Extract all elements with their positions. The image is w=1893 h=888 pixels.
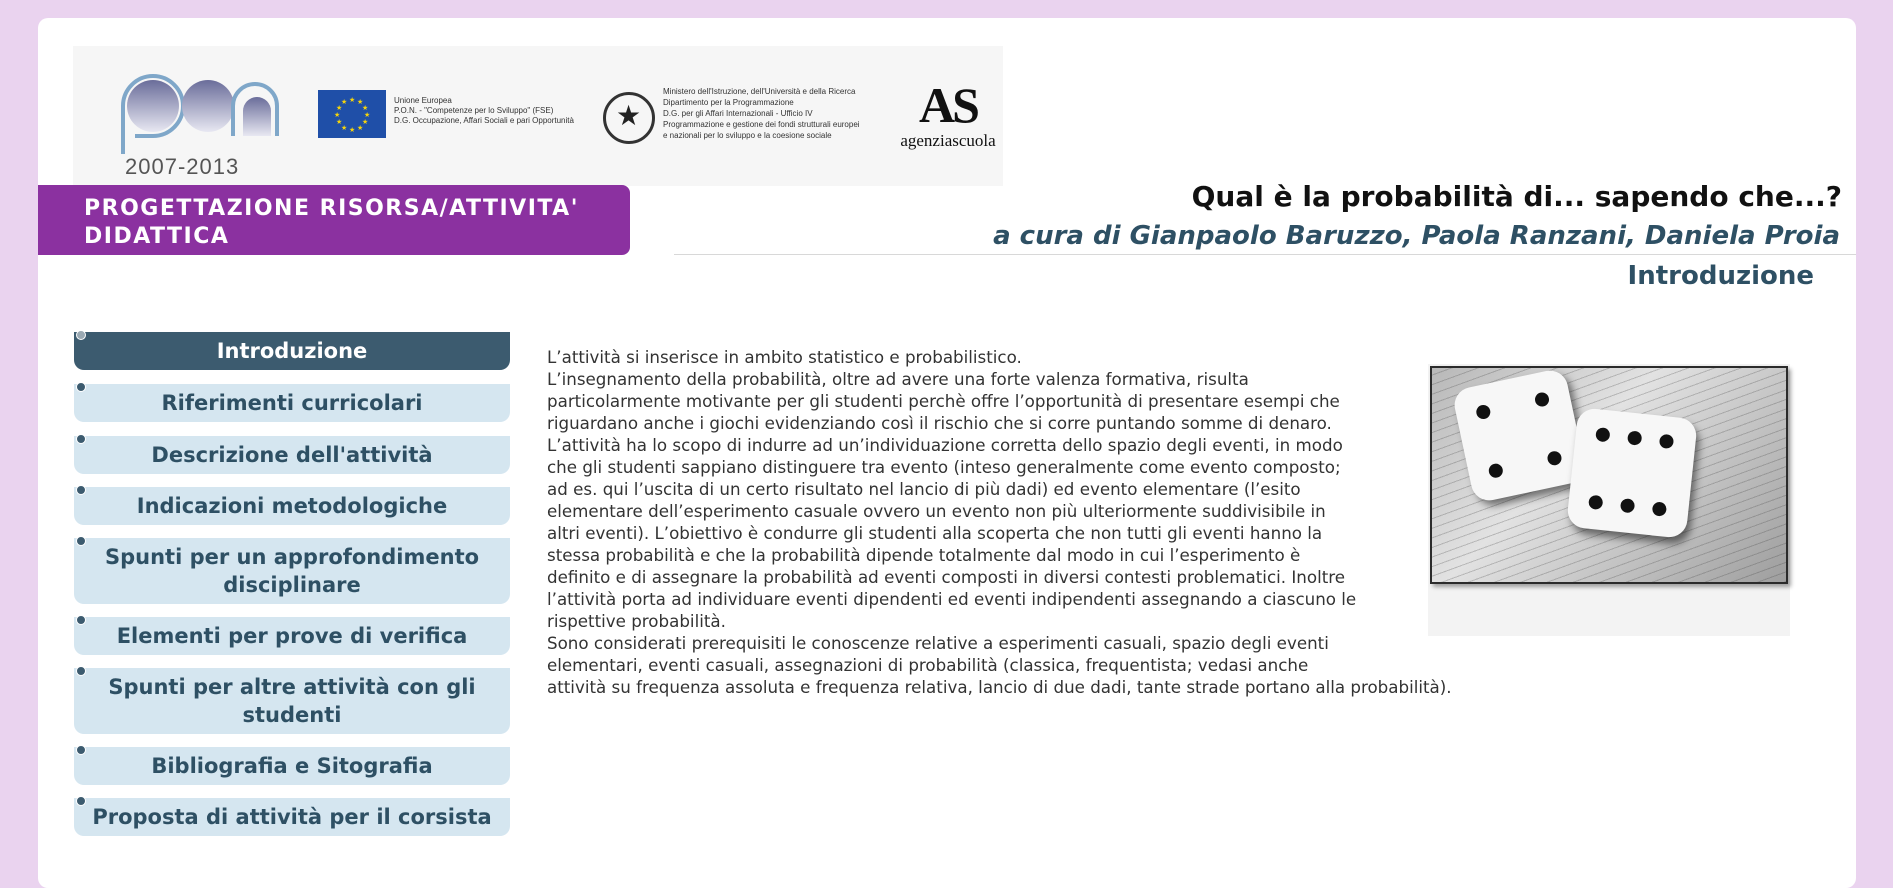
bullet-icon: [76, 536, 86, 546]
ministry-line: e nazionali per lo sviluppo e la coesione sociale: [663, 131, 832, 140]
svg-text:★: ★: [362, 104, 369, 112]
svg-text:★: ★: [341, 98, 348, 106]
text-line: elementare dell’esperimento casuale ovvero un evento non più ulteriormente suddivisibile in: [547, 501, 1326, 521]
section-heading: Introduzione: [1627, 261, 1814, 291]
ministry-line: Programmazione e gestione dei fondi strutturali europei: [663, 120, 860, 129]
svg-text:★: ★: [364, 111, 371, 119]
pon-years: 2007-2013: [125, 154, 240, 179]
text-line: altri eventi). L’obiettivo è condurre gli studenti alla scoperta che non tutti gli eventi hanno la: [547, 523, 1323, 543]
svg-text:★: ★: [357, 98, 364, 106]
text-line: riguardano anche i giochi evidenziando così il rischio che si corre puntando somme di denaro.: [547, 413, 1332, 433]
sidebar-item-label: Descrizione dell'attività: [151, 443, 433, 467]
text-line: definito e di assegnare la probabilità ad eventi composti in diversi contesti problematici. Inoltre: [547, 567, 1346, 587]
svg-text:★: ★: [349, 126, 356, 134]
die-icon: [1566, 407, 1698, 539]
svg-text:★: ★: [336, 118, 343, 126]
ministry-text: [663, 86, 860, 141]
eu-line: Unione Europea: [394, 96, 452, 105]
die-icon: [1451, 367, 1587, 503]
text-line: che gli studenti sappiano distinguere tra evento (inteso generalmente come evento composto;: [547, 457, 1341, 477]
sidebar-item-introduzione[interactable]: [74, 332, 510, 370]
sidebar-item-altre-attivita[interactable]: [74, 668, 510, 734]
header-divider: [674, 254, 1856, 255]
eu-line: D.G. Occupazione, Affari Sociali e pari Opportunità: [394, 116, 574, 125]
sidebar-item-label: Introduzione: [216, 339, 368, 363]
bullet-icon: [76, 485, 86, 495]
sponsor-logos: [73, 46, 1003, 186]
text-line: elementari, eventi casuali, assegnazioni di probabilità (classica, frequentista; vedasi anche: [547, 655, 1309, 675]
text-line: L’attività ha lo scopo di indurre ad un’individuazione corretta dello spazio degli eventi, in modo: [547, 435, 1343, 455]
agenziascuola-logo: [893, 78, 1003, 168]
section-banner: [38, 185, 630, 255]
dice-image-frame: [1428, 364, 1790, 636]
agency-mark: AS: [919, 77, 977, 133]
svg-text:★: ★: [334, 111, 341, 119]
sidebar-item-label: Bibliografia e Sitografia: [151, 754, 433, 778]
sidebar-item-label: Elementi per prove di verifica: [116, 624, 468, 648]
text-line: attività su frequenza assoluta e frequenza relativa, lancio di due dadi, tante strade portano alla probabilità).: [547, 677, 1452, 697]
intro-text: [547, 346, 1557, 698]
sidebar-item-proposta[interactable]: [74, 798, 510, 836]
ministry-line: Dipartimento per la Programmazione: [663, 98, 794, 107]
svg-text:★: ★: [357, 124, 364, 132]
text-line: ad es. qui l’uscita di un certo risultato nel lancio di più dadi) ed evento elementare (l’esito: [547, 479, 1301, 499]
bullet-icon: [76, 796, 86, 806]
page-container: [38, 18, 1856, 888]
bullet-icon: [76, 745, 86, 755]
sidebar-item-bibliografia[interactable]: [74, 747, 510, 785]
svg-text:★: ★: [336, 104, 343, 112]
text-line: rispettive probabilità.: [547, 611, 726, 631]
text-line: particolarmente motivante per gli studenti perchè offre l’opportunità di presentare esempi che: [547, 391, 1340, 411]
bullet-icon: [76, 330, 86, 340]
text-line: L’insegnamento della probabilità, oltre ad avere una forte valenza formativa, risulta: [547, 369, 1249, 389]
sidebar-item-verifica[interactable]: [74, 617, 510, 655]
sidebar-item-label: Proposta di attività per il corsista: [92, 805, 492, 829]
ministry-line: Ministero dell'Istruzione, dell'Università e della Ricerca: [663, 87, 856, 96]
text-line: Sono considerati prerequisiti le conoscenze relative a esperimenti casuali, spazio degli eventi: [547, 633, 1329, 653]
bullet-icon: [76, 666, 86, 676]
text-line: l’attività porta ad individuare eventi dipendenti ed eventi indipendenti assegnando a ciascuno le: [547, 589, 1357, 609]
agency-name: agenziascuola: [900, 131, 996, 150]
sidebar-item-label: Riferimenti curricolari: [161, 391, 423, 415]
page-title: Qual è la probabilità di... sapendo che...?: [1191, 180, 1842, 213]
bullet-icon: [76, 615, 86, 625]
ministry-line: D.G. per gli Affari Internazionali - Ufficio IV: [663, 109, 813, 118]
bullet-icon: [76, 382, 86, 392]
sidebar-item-label: Indicazioni metodologiche: [136, 494, 448, 518]
eu-flag-icon: [318, 90, 386, 138]
svg-text:★: ★: [362, 118, 369, 126]
sidebar-item-indicazioni[interactable]: [74, 487, 510, 525]
dice-image: [1430, 366, 1788, 584]
eu-text: [394, 96, 574, 126]
eu-logo: [318, 90, 578, 150]
text-line: stessa probabilità e che la probabilità dipende totalmente dal modo in cui l’esperimento è: [547, 545, 1301, 565]
sidebar-item-label: Spunti per altre attività con gli studenti: [108, 675, 476, 727]
sidebar-item-descrizione[interactable]: [74, 436, 510, 474]
svg-text:★: ★: [341, 124, 348, 132]
authors-line: a cura di Gianpaolo Baruzzo, Paola Ranzani, Daniela Proia: [993, 221, 1840, 251]
sidebar-item-label: Spunti per un approfondimento disciplinare: [104, 545, 480, 597]
banner-title: PROGETTAZIONE RISORSA/ATTIVITA' DIDATTICA: [84, 196, 579, 249]
ministry-logo: [603, 84, 893, 154]
text-line: L’attività si inserisce in ambito statistico e probabilistico.: [547, 347, 1022, 367]
republic-seal-icon: [603, 92, 655, 144]
svg-text:★: ★: [349, 96, 356, 104]
eu-line: P.O.N. - "Competenze per lo Sviluppo" (FSE): [394, 106, 554, 115]
bullet-icon: [76, 434, 86, 444]
sidebar-item-approfondimento[interactable]: [74, 538, 510, 604]
sidebar-item-riferimenti[interactable]: [74, 384, 510, 422]
pon-logo: [113, 66, 298, 181]
